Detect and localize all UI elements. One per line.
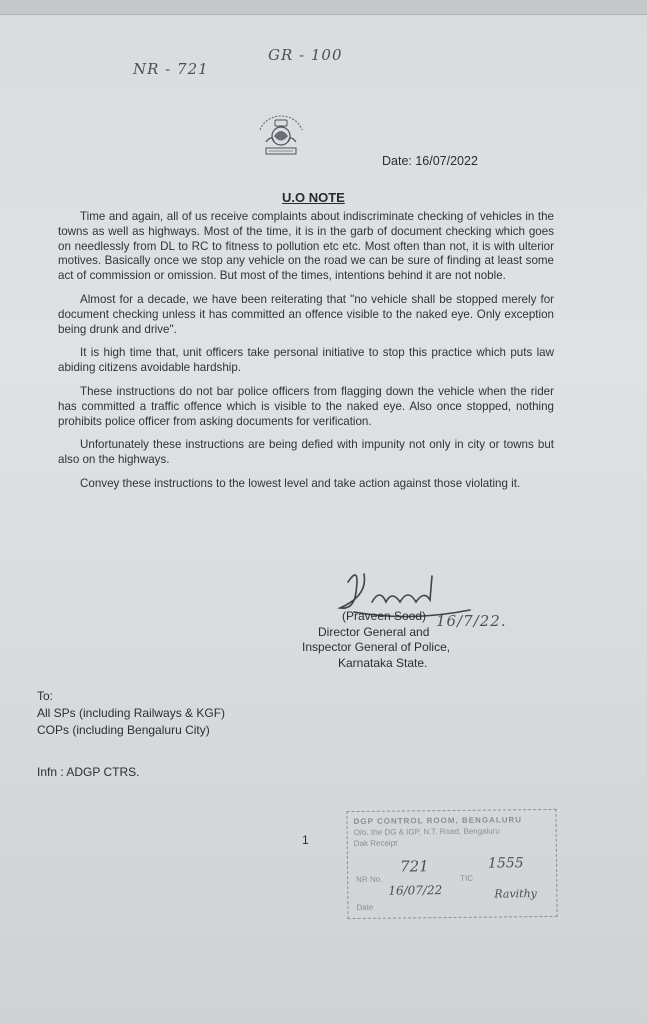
page-number: 1 xyxy=(302,833,309,847)
paragraph: These instructions do not bar police officers from flagging down the vehicle when the rider has committed a traffic offence which is visible to the naked eye. Also once stopped, nothing prohibits police officer from asking documents for verification. xyxy=(58,384,554,428)
recipients-block xyxy=(37,688,225,739)
stamp-date-label: Date xyxy=(356,902,374,913)
handwritten-nr-number: NR - 721 xyxy=(133,60,209,78)
paragraph: Time and again, all of us receive complaints about indiscriminate checking of vehicles in the towns as well as highways. Most of the time, it is in the garb of document checking which goes on needlessly from DL to RC to fitness to pollution etc etc. Most often than not, it is with ulterior motives. Basically once we stop any vehicle on the road we can be sure of finding at least some act of commission or omission. But most of the times, intentions behind it are not noble. xyxy=(58,210,554,283)
signatory-designation: Director General and xyxy=(318,624,430,639)
signatory-name: (Praveen Sood) xyxy=(342,609,427,623)
handwritten-gr-number: GR - 100 xyxy=(268,46,343,64)
recipient: COPs (including Bengaluru City) xyxy=(37,723,210,737)
paper-top-edge xyxy=(0,0,647,15)
stamp-line: Dak Receipt xyxy=(353,838,398,849)
karnataka-state-police-emblem-icon xyxy=(252,112,310,162)
document-date: Date: 16/07/2022 xyxy=(382,154,478,168)
paragraph: Convey these instructions to the lowest level and take action against those violating it. xyxy=(80,476,521,490)
stamp-date-value: 16/07/22 xyxy=(388,883,443,898)
stamp-line: O/o. the DG & IGP, N.T. Road, Bengaluru xyxy=(353,826,500,838)
stamp-line: DGP CONTROL ROOM, BENGALURU xyxy=(353,815,523,827)
receipt-stamp xyxy=(346,809,557,919)
paragraph: Almost for a decade, we have been reiterating that "no vehicle shall be stopped merely for document checking unless it has committed an offence visible to the naked eye. Only exception being drunk and drive". xyxy=(58,292,554,336)
stamp-nr-label: NR No. xyxy=(356,874,383,885)
document-title: U.O NOTE xyxy=(282,190,345,205)
to-label: To: xyxy=(37,689,54,703)
signatory-designation: Inspector General of Police, xyxy=(302,640,451,654)
stamp-tic-label: TIC xyxy=(460,873,474,883)
paragraph: It is high time that, unit officers take personal initiative to stop this practice which puts law abiding citizens avoidable hardship. xyxy=(58,346,554,375)
signatory-designation: Karnataka State. xyxy=(338,655,428,670)
stamp-tic-value: 1555 xyxy=(487,855,524,872)
signature-block xyxy=(302,609,450,671)
stamp-initials: Ravithy xyxy=(494,887,537,901)
document-body xyxy=(58,210,554,501)
recipient: All SPs (including Railways & KGF) xyxy=(37,706,226,720)
stamp-nr-value: 721 xyxy=(399,857,429,876)
paragraph: Unfortunately these instructions are being defied with impunity not only in city or towns but also on the highways. xyxy=(58,438,554,467)
information-copy: Infn : ADGP CTRS. xyxy=(37,765,140,779)
handwritten-signature-date: 16/7/22. xyxy=(436,612,507,630)
